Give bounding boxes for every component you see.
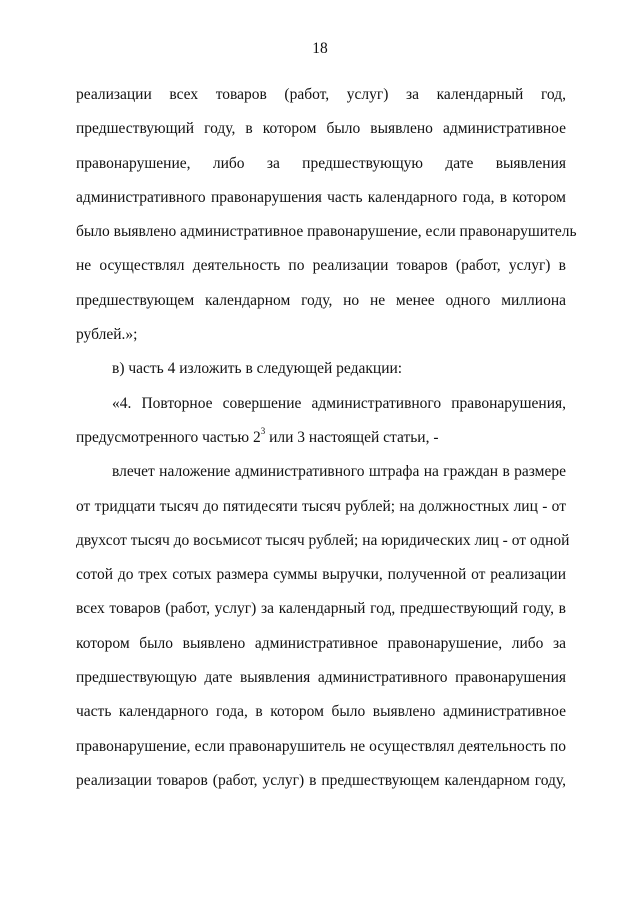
text-line: от тридцати тысяч до пятидесяти тысяч рублей; на должностных лиц - от bbox=[76, 497, 566, 515]
text-line: «4. Повторное совершение административного правонарушения, bbox=[112, 394, 566, 412]
text-line: правонарушение, либо за предшествующую дате выявления bbox=[76, 154, 566, 172]
superscript: 3 bbox=[260, 425, 266, 436]
text-line: в) часть 4 изложить в следующей редакции: bbox=[112, 360, 403, 378]
text-line: двухсот тысяч до восьмисот тысяч рублей; на юридических лиц - от одной bbox=[76, 531, 570, 549]
text-line: правонарушение, если правонарушитель не осуществлял деятельность по bbox=[76, 737, 566, 755]
text-line: было выявлено административное правонарушение, если правонарушитель bbox=[76, 223, 577, 241]
document-body bbox=[76, 78, 577, 798]
text-line: всех товаров (работ, услуг) за календарный год, предшествующий году, в bbox=[76, 600, 566, 618]
text-line: сотой до трех сотых размера суммы выручки, полученной от реализации bbox=[76, 566, 566, 584]
text-line: влечет наложение административного штрафа на граждан в размере bbox=[112, 463, 566, 481]
text-line: рублей.»; bbox=[76, 326, 138, 344]
text-line: котором было выявлено административное правонарушение, либо за bbox=[76, 634, 566, 652]
text-line: предшествующем календарном году, но не менее одного миллиона bbox=[76, 291, 566, 309]
text-line: часть календарного года, в котором было выявлено административное bbox=[76, 703, 566, 721]
text-line: не осуществлял деятельность по реализации товаров (работ, услуг) в bbox=[76, 257, 566, 275]
text-line-with-superscript bbox=[76, 421, 566, 455]
text-segment: или 3 настоящей статьи, - bbox=[265, 428, 439, 446]
text-line: административного правонарушения часть календарного года, в котором bbox=[76, 188, 566, 206]
page-number: 18 bbox=[312, 40, 328, 57]
text-line: предшествующий году, в котором было выявлено административное bbox=[76, 120, 566, 138]
text-line: предшествующую дате выявления административного правонарушения bbox=[76, 669, 566, 687]
text-segment: предусмотренного частью 2 bbox=[76, 428, 261, 446]
text-line: реализации всех товаров (работ, услуг) за календарный год, bbox=[76, 86, 566, 103]
text-line: реализации товаров (работ, услуг) в предшествующем календарном году, bbox=[76, 771, 566, 789]
